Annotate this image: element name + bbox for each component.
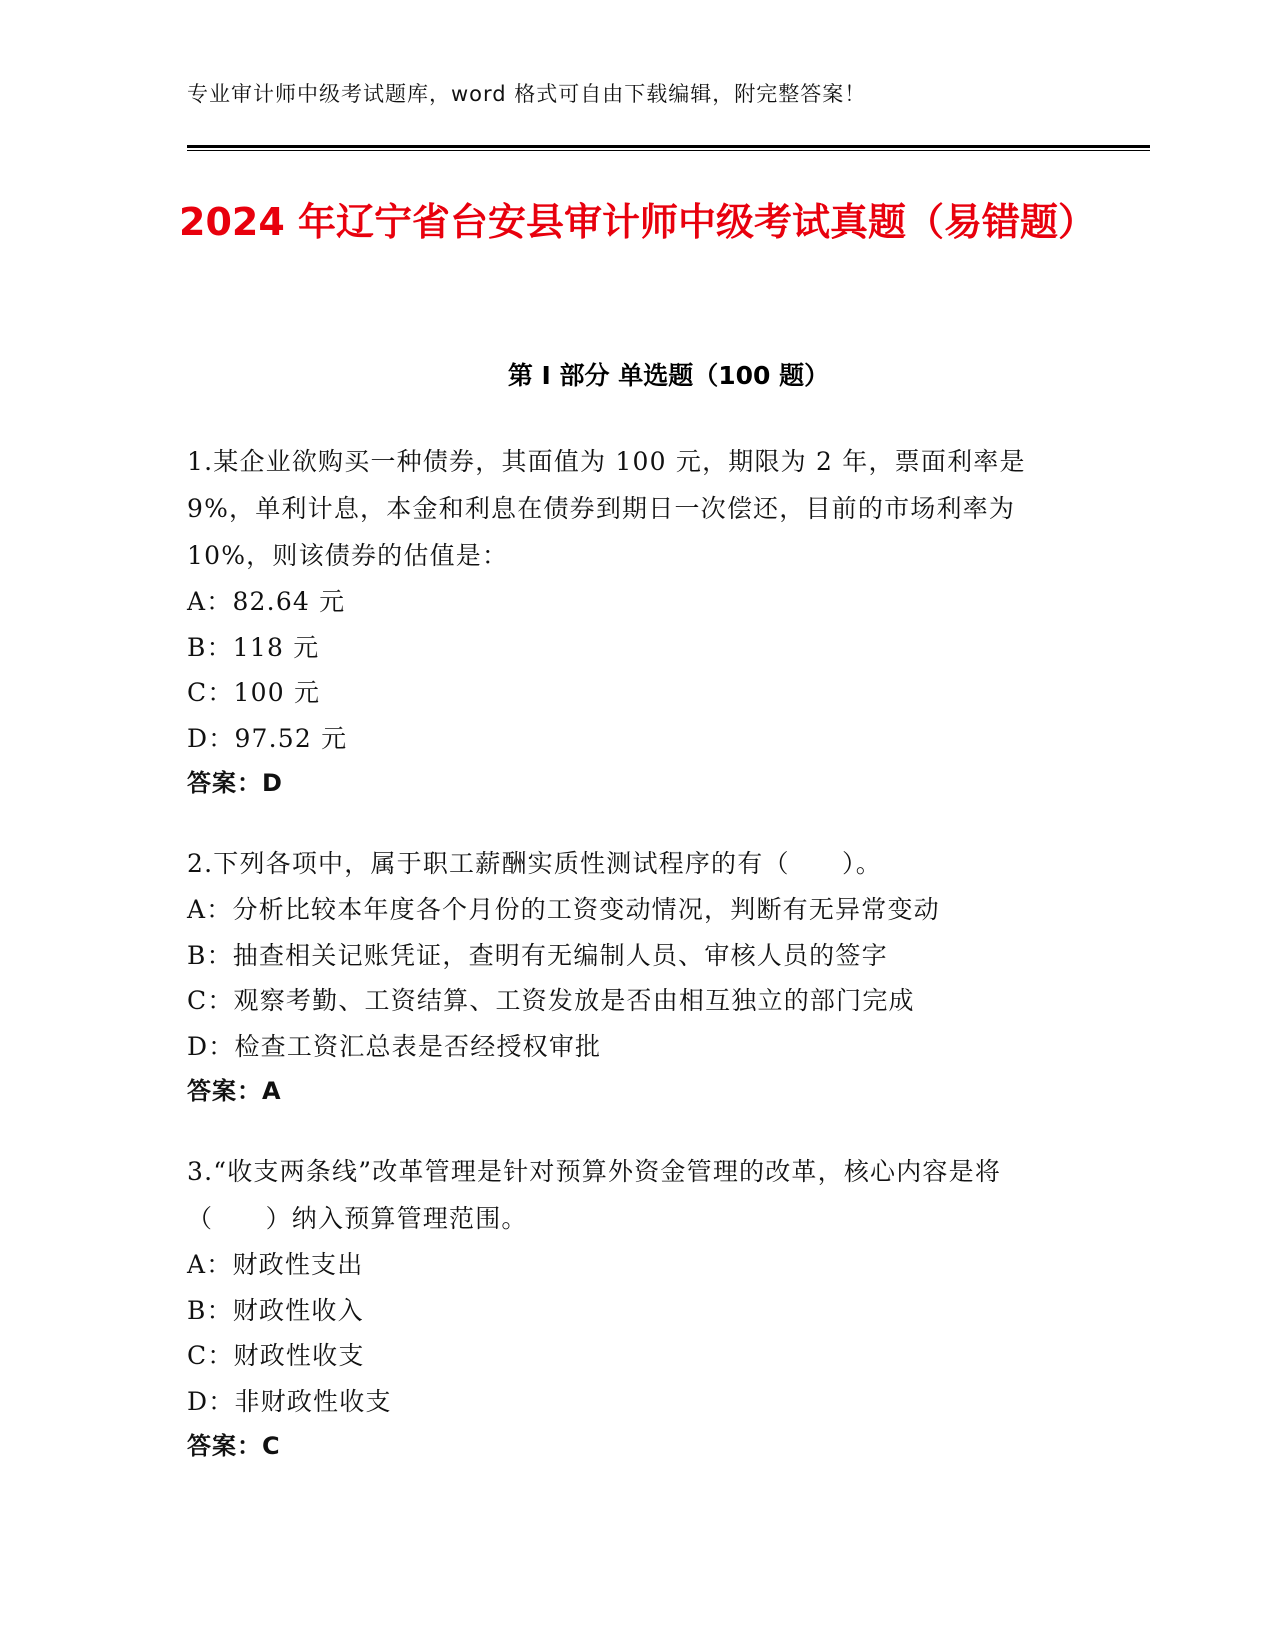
option-b: B：118 元 [187,632,320,662]
question-stem: 2.下列各项中，属于职工薪酬实质性测试程序的有（ ）。 [187,849,882,878]
option-a: A：分析比较本年度各个月份的工资变动情况，判断有无异常变动 [187,895,940,924]
option-c: C：100 元 [187,678,321,707]
question-stem: 3.“收支两条线”改革管理是针对预算外资金管理的改革，核心内容是将（ ）纳入预算管理范围。 [187,1157,1002,1233]
option-d: D：97.52 元 [187,723,348,753]
answer: 答案：D [187,769,283,797]
question-3 [187,1148,1067,1469]
section-title: 第 I 部分 单选题（100 题） [507,361,830,390]
option-a: A：82.64 元 [187,587,346,616]
header-rule-thick [187,145,1150,148]
question-list [187,438,1067,1503]
option-b: B：抽查相关记账凭证，查明有无编制人员、审核人员的签字 [187,940,888,970]
option-c: C：观察考勤、工资结算、工资发放是否由相互独立的部门完成 [187,986,915,1015]
option-d: D：非财政性收支 [187,1386,392,1416]
question-1 [187,438,1067,806]
document-title: 2024 年辽宁省台安县审计师中级考试真题（易错题） [179,200,1096,244]
option-c: C：财政性收支 [187,1341,365,1370]
option-b: B：财政性收入 [187,1295,364,1325]
question-stem: 1.某企业欲购买一种债券，其面值为 100 元，期限为 2 年，票面利率是 9%，单利计息，本金和利息在债券到期日一次偿还，目前的市场利率为 10%，则该债券的估值是： [187,447,1026,570]
answer: 答案：A [187,1077,282,1105]
question-2 [187,840,1067,1114]
answer: 答案：C [187,1432,281,1460]
option-a: A：财政性支出 [187,1250,364,1279]
header-note: 专业审计师中级考试题库，word 格式可自由下载编辑，附完整答案！ [187,82,867,106]
option-d: D：检查工资汇总表是否经授权审批 [187,1031,602,1061]
header-rule-thin [187,150,1150,151]
